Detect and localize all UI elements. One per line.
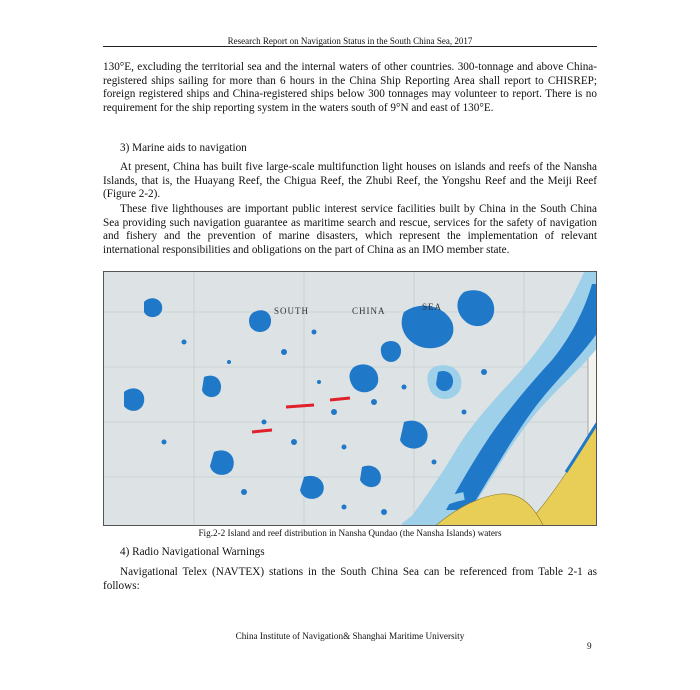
- page-number: 9: [587, 641, 592, 651]
- map-label-china: CHINA: [352, 306, 386, 316]
- chart-map-graphic: [104, 272, 597, 526]
- paragraph-lighthouses: At present, China has built five large-scale multifunction light houses on islands and reefs of the Nansha Islands, that is, the Huayang Reef, the Chigua Reef, the Zhubi Reef, the Yongshu Reef and the Meiji Reef (Figure 2-2).: [103, 161, 597, 201]
- page-footer: China Institute of Navigation& Shanghai Maritime University: [235, 631, 465, 641]
- reef-west-a: [249, 310, 271, 332]
- paragraph-public-interest: These five lighthouses are important public interest service facilities built by China in the South China Sea providing such navigation guarantee as maritime search and rescue, services for the safety of navigation and fishery and the prevention of marine disasters, which represent the implementation of relevant international responsibilities and obligations on the part of China as an IMO member state.: [103, 203, 597, 256]
- map-label-sea: SEA: [422, 302, 443, 312]
- nansha-islands-chart: [103, 271, 597, 526]
- heading-radio-warnings: 4) Radio Navigational Warnings: [120, 546, 265, 558]
- heading-marine-aids: 3) Marine aids to navigation: [120, 142, 247, 154]
- reef-west-c: [210, 450, 234, 475]
- map-label-south: SOUTH: [274, 306, 310, 316]
- running-header: Research Report on Navigation Status in the South China Sea, 2017: [227, 36, 473, 46]
- paragraph-navtex: Navigational Telex (NAVTEX) stations in the South China Sea can be referenced from Table 2-1 as follows:: [103, 566, 597, 592]
- reef-far-west: [124, 388, 144, 411]
- paragraph-continuation: 130°E, excluding the territorial sea and the internal waters of other countries. 300-tonnage and above China-registered ships sailing for more than 6 hours in the China Ship Reporting Area shall report to CHISREP; foreign registered ships and China-registered ships below 300 tonnages may volunteer to report. There is no requirement for the ship reporting system in the waters south of 9°N and east of 130°E.: [103, 61, 597, 114]
- figure-caption: Fig.2-2 Island and reef distribution in Nansha Qundao (the Nansha Islands) waters: [198, 528, 502, 538]
- header-rule: [103, 46, 597, 47]
